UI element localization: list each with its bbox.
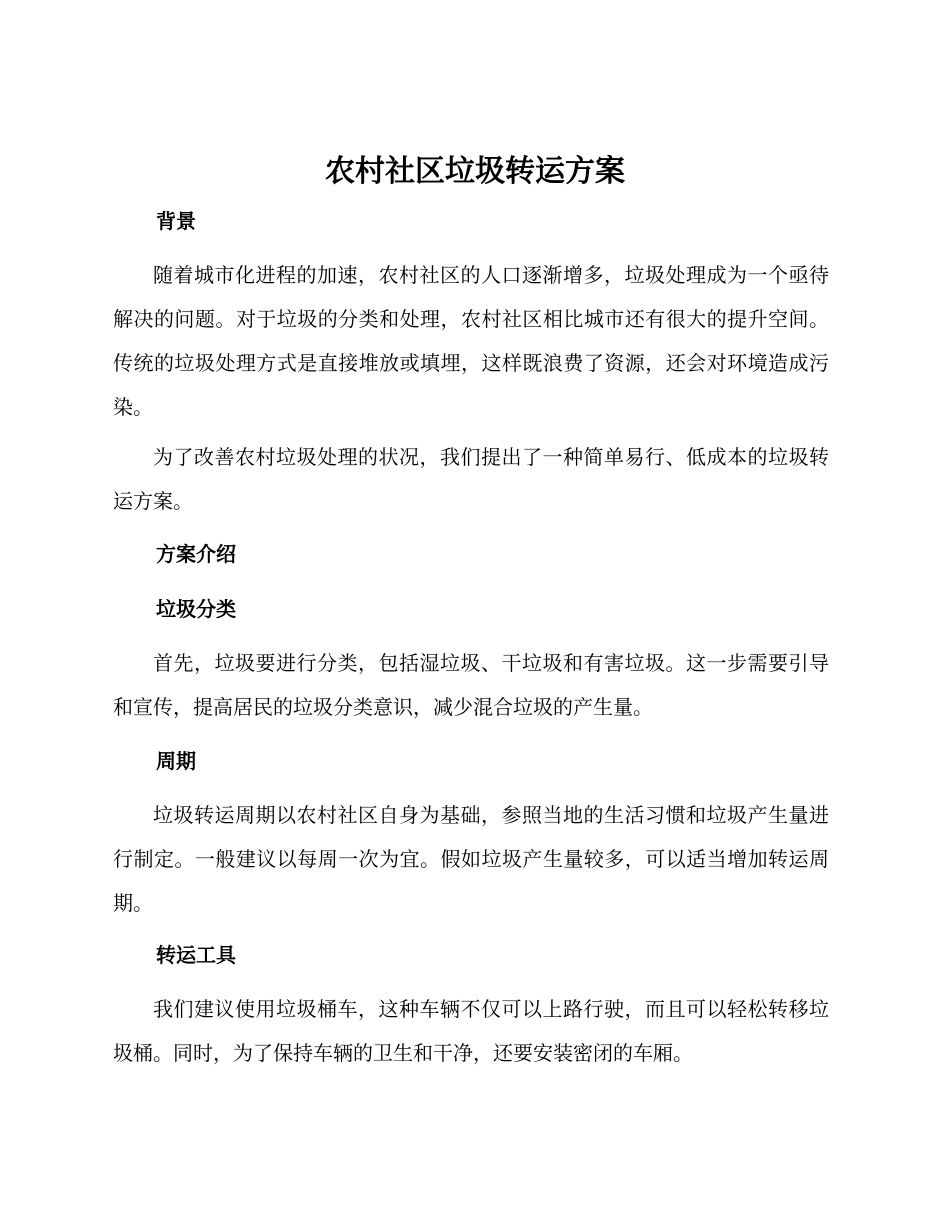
sorting-paragraph: 首先，垃圾要进行分类，包括湿垃圾、干垃圾和有害垃圾。这一步需要引导和宣传，提高居民的垃圾分类意识，减少混合垃圾的产生量。 bbox=[113, 651, 829, 719]
background-paragraph-1: 随着城市化进程的加速，农村社区的人口逐渐增多，垃圾处理成为一个亟待解决的问题。对于垃圾的分类和处理，农村社区相比城市还有很大的提升空间。传统的垃圾处理方式是直接堆放或填埋，这样既浪费了资源，还会对环境造成污染。 bbox=[113, 263, 829, 419]
tools-paragraph: 我们建议使用垃圾桶车，这种车辆不仅可以上路行驶，而且可以轻松转移垃圾桶。同时，为了保持车辆的卫生和干净，还要安装密闭的车厢。 bbox=[113, 997, 829, 1065]
section-heading-sorting: 垃圾分类 bbox=[156, 597, 236, 621]
document-title: 农村社区垃圾转运方案 bbox=[325, 154, 625, 189]
background-paragraph-2: 为了改善农村垃圾处理的状况，我们提出了一种简单易行、低成本的垃圾转运方案。 bbox=[113, 445, 829, 513]
section-heading-background: 背景 bbox=[156, 209, 196, 233]
section-heading-cycle: 周期 bbox=[156, 749, 196, 773]
cycle-paragraph: 垃圾转运周期以农村社区自身为基础，参照当地的生活习惯和垃圾产生量进行制定。一般建议以每周一次为宜。假如垃圾产生量较多，可以适当增加转运周期。 bbox=[113, 803, 829, 915]
section-heading-plan: 方案介绍 bbox=[156, 542, 236, 566]
section-heading-tools: 转运工具 bbox=[156, 943, 236, 967]
